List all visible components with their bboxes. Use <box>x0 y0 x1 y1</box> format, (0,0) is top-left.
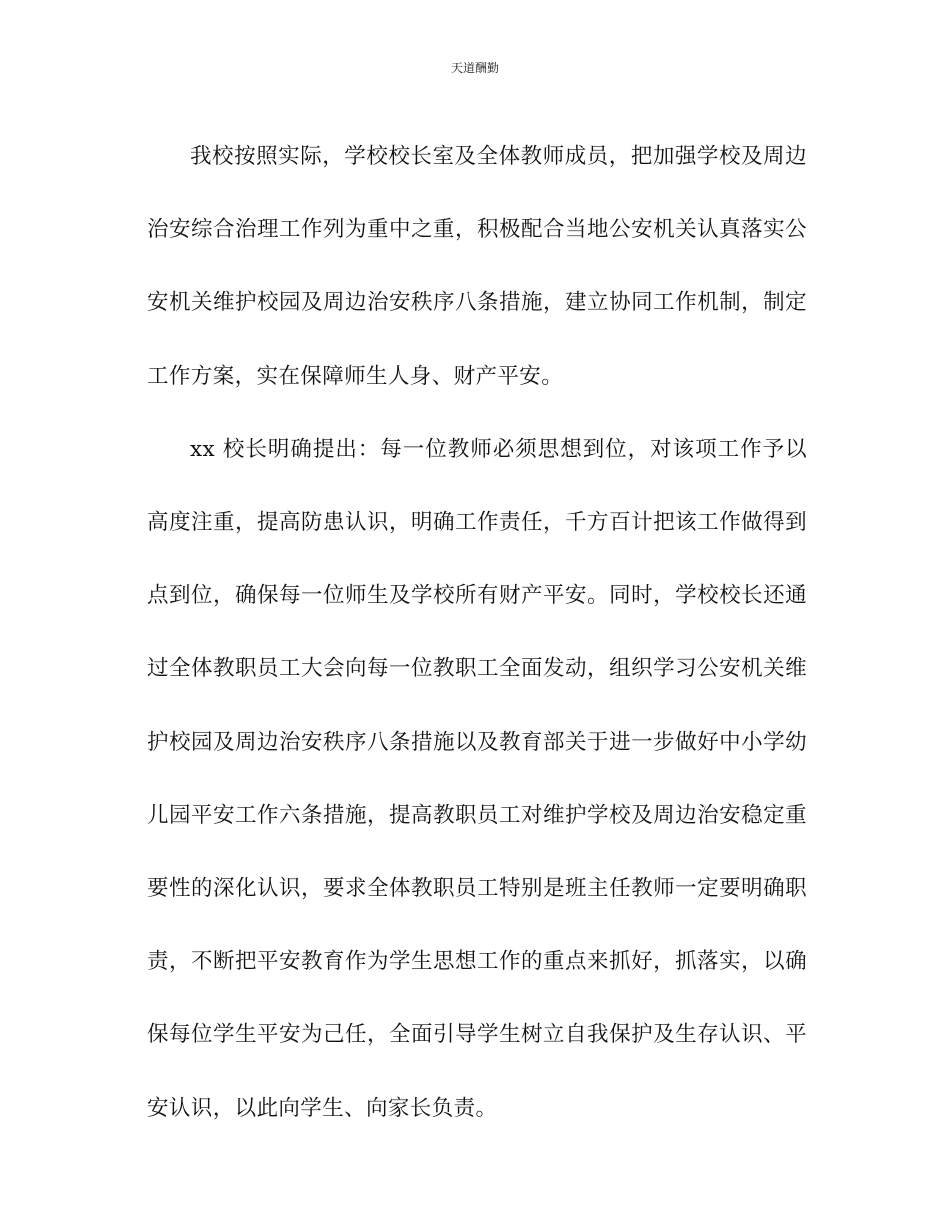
page-header: 天道酬勤 <box>450 61 499 75</box>
paragraph-2: xx 校长明确提出：每一位教师必须思想到位，对该项工作予以高度注重，提高防患认识，明确工作责任，千方百计把该工作做得到点到位，确保每一位师生及学校所有财产平安。同时，学校校长还通过全体教职员工大会向每一位教职工全面发动，组织学习公安机关维护校园及周边治安秩序八条措施以及教育部关于进一步做好中小学幼儿园平安工作六条措施，提高教职员工对维护学校及周边治安稳定重要性的深化认识，要求全体教职员工特别是班主任教师一定要明确职责，不断把平安教育作为学生思想工作的重点来抓好，抓落实，以确保每位学生平安为己任，全面引导学生树立自我保护及生存认识、平安认识，以此向学生、向家长负责。 <box>147 436 807 1121</box>
paragraph-1: 我校按照实际，学校校长室及全体教师成员，把加强学校及周边治安综合治理工作列为重中之重，积极配合当地公安机关认真落实公安机关维护校园及周边治安秩序八条措施，建立协同工作机制，制定工作方案，实在保障师生人身、财产平安。 <box>147 144 807 389</box>
document-body <box>147 120 807 1145</box>
